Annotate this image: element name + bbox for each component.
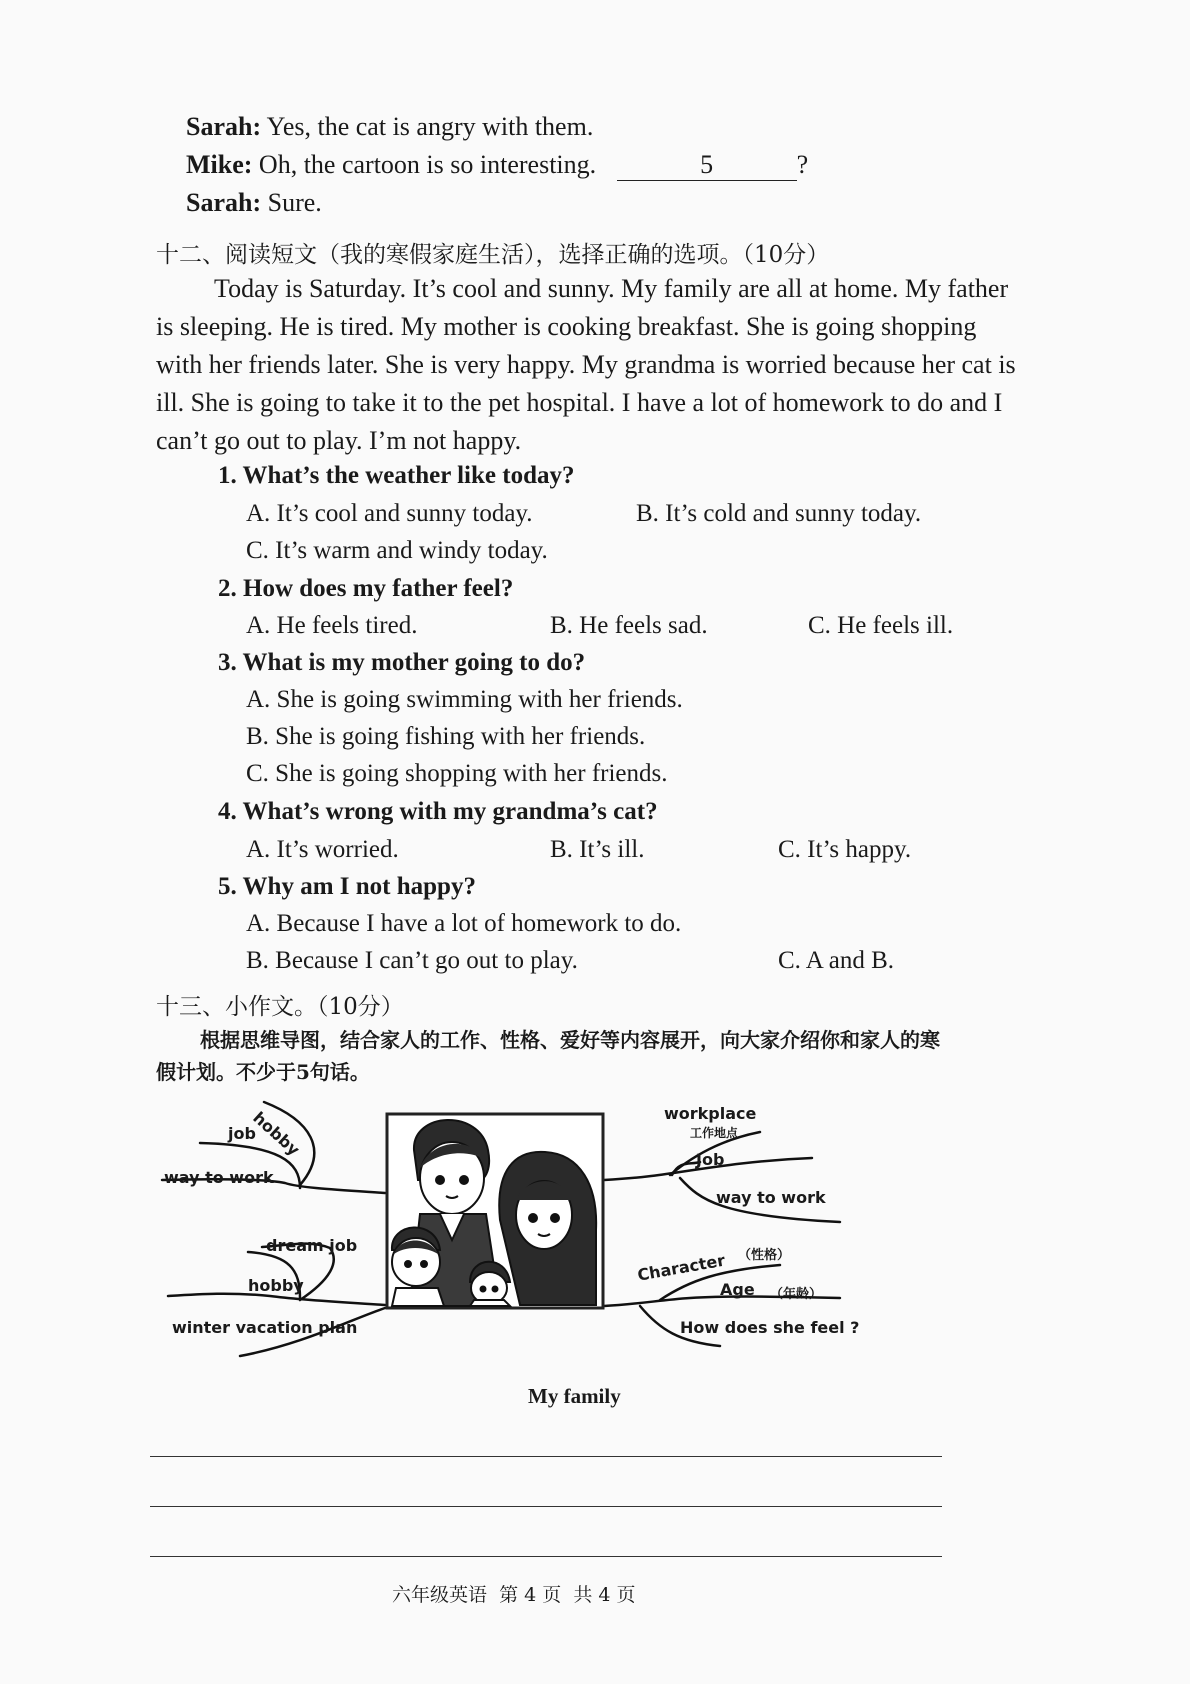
option-5a[interactable]: A. Because I have a lot of homework to do.	[246, 910, 682, 937]
speaker: Mike:	[186, 150, 253, 179]
mm-label-way-to-work-2: way to work	[716, 1188, 826, 1207]
blank-end: ?	[796, 150, 809, 179]
option-2a[interactable]: A. He feels tired.	[246, 612, 418, 639]
writing-line-3[interactable]	[150, 1556, 942, 1557]
mm-label-hobby: hobby	[249, 1108, 304, 1160]
writing-line-2[interactable]	[150, 1506, 942, 1507]
option-3b[interactable]: B. She is going fishing with her friends.	[246, 723, 646, 750]
question-3: 3. What is my mother going to do?	[218, 649, 586, 676]
option-1c[interactable]: C. It’s warm and windy today.	[246, 537, 548, 564]
mm-label-winter-vacation-plan: winter vacation plan	[172, 1318, 358, 1337]
composition-instruction-1: 根据思维导图，结合家人的工作、性格、爱好等内容展开，向大家介绍你和家人的寒	[200, 1028, 940, 1052]
option-1b[interactable]: B. It’s cold and sunny today.	[636, 500, 922, 527]
option-3c[interactable]: C. She is going shopping with her friends.	[246, 760, 668, 787]
dialogue-text: Yes, the cat is angry with them.	[266, 112, 594, 141]
mm-label-workplace: workplace	[664, 1104, 757, 1123]
mm-label-way-to-work: way to work	[164, 1168, 274, 1187]
page-footer: 六年级英语 第 4 页 共 4 页	[392, 1584, 636, 1606]
mm-label-job: job	[228, 1124, 256, 1143]
mm-label-hobby-2: hobby	[248, 1276, 304, 1295]
mm-label-how-does-she-feel: How does she feel ?	[680, 1318, 860, 1337]
mm-label-workplace-cn: 工作地点	[690, 1126, 739, 1140]
section-13-title: 十三、小作文。（10分）	[156, 994, 404, 1020]
question-4: 4. What’s wrong with my grandma’s cat?	[218, 798, 658, 825]
mm-label-dream-job: dream job	[266, 1236, 358, 1255]
mm-label-age: Age	[720, 1280, 755, 1299]
option-2c[interactable]: C. He feels ill.	[808, 612, 954, 639]
mm-label-job-2: Job	[696, 1150, 725, 1169]
option-4c[interactable]: C. It’s happy.	[778, 836, 912, 863]
dialogue-text: Oh, the cartoon is so interesting.	[258, 150, 597, 179]
option-2b[interactable]: B. He feels sad.	[550, 612, 708, 639]
passage-text: Today is Saturday. It’s cool and sunny. My family are all at home. My father is sleeping. He is tired. My mother is cooking breakfast. She is going shopping with her friends later. She is very happy. My grandma is worried because her cat is ill. She is going to take it to the pet hospital. I have a lot of homework to do and I can’t go out to play. I’m not happy.	[156, 274, 1016, 455]
speaker: Sarah:	[186, 188, 262, 217]
mm-label-age-cn: （年龄）	[770, 1287, 823, 1302]
composition-instruction-2: 假计划。不少于5句话。	[156, 1060, 370, 1084]
option-5c[interactable]: C. A and B.	[778, 947, 894, 974]
composition-title: My family	[528, 1384, 621, 1408]
section-12-title: 十二、阅读短文（我的寒假家庭生活），选择正确的选项。（10分）	[156, 242, 830, 268]
option-4a[interactable]: A. It’s worried.	[246, 836, 399, 863]
option-1a[interactable]: A. It’s cool and sunny today.	[246, 500, 533, 527]
question-5: 5. Why am I not happy?	[218, 873, 476, 900]
speaker: Sarah:	[186, 112, 262, 141]
option-4b[interactable]: B. It’s ill.	[550, 836, 645, 863]
option-3a[interactable]: A. She is going swimming with her friends.	[246, 686, 683, 713]
dialogue-text: Sure.	[267, 188, 322, 217]
mm-label-character-cn: （性格）	[738, 1248, 791, 1263]
writing-line-1[interactable]	[150, 1456, 942, 1457]
question-1: 1. What’s the weather like today?	[218, 462, 575, 489]
option-5b[interactable]: B. Because I can’t go out to play.	[246, 947, 578, 974]
mm-label-character: Character	[636, 1250, 727, 1285]
question-2: 2. How does my father feel?	[218, 575, 514, 602]
blank-number: 5	[700, 150, 714, 179]
